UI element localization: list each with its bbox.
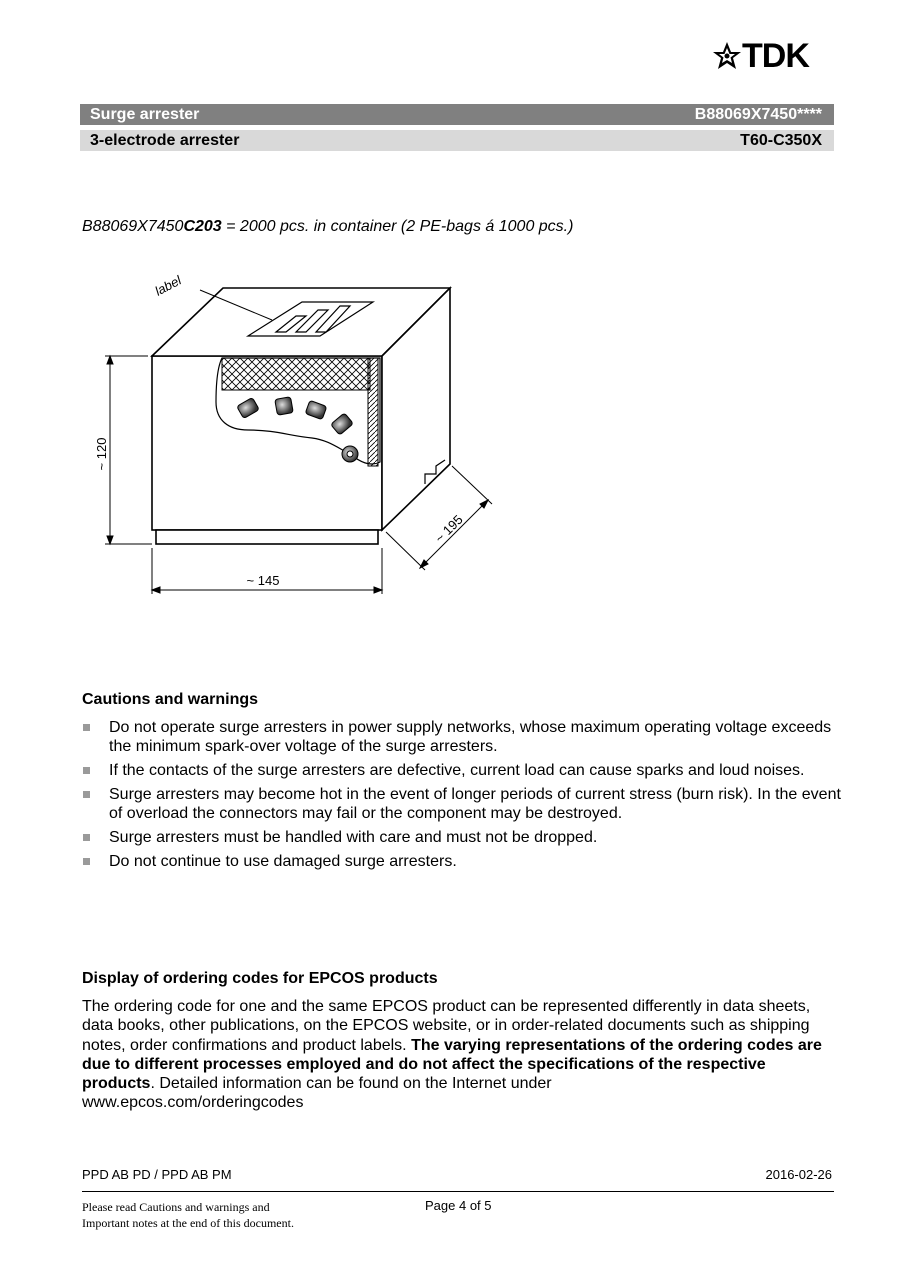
series-code: T60-C350X	[740, 132, 822, 149]
dimension-depth: ~ 195	[431, 511, 466, 546]
box-base	[156, 530, 378, 544]
caution-item: Do not continue to use damaged surge arresters.	[82, 852, 842, 871]
footer-department: PPD AB PD / PPD AB PM	[82, 1167, 232, 1182]
product-type: Surge arrester	[90, 106, 200, 123]
packaging-description	[82, 217, 573, 237]
caution-item: Do not operate surge arresters in power supply networks, whose maximum operating voltage exceeds the minimum spark-over voltage of the surge arresters.	[82, 718, 842, 756]
packaging-code-prefix: B88069X7450	[82, 218, 184, 235]
caution-item: Surge arresters may become hot in the event of longer periods of current stress (burn risk). In the event of overload the connectors may fail or the component may be destroyed.	[82, 785, 842, 823]
ordering-emphasis: The varying representations of the ordering codes are due to different processes employed and do not affect the specifications of the respective products	[82, 1036, 822, 1093]
caution-item: If the contacts of the surge arresters are defective, current load can cause sparks and loud noises.	[82, 761, 842, 780]
dimension-width: ~ 145	[246, 573, 280, 588]
product-subtitle: 3-electrode arrester	[90, 132, 240, 149]
ordering-paragraph: The ordering code for one and the same EPCOS product can be represented differently in data sheets, data books, other publications, on the EPCOS website, or in order-related documents such as shipping notes, order confirmations and product labels. The varying representations of the ordering codes are due to different processes employed and do not affect the specifications of the respective products. Detailed information can be found on the Internet under www.epcos.com/orderingcodes	[82, 998, 822, 1112]
bullet-square-icon	[83, 834, 90, 841]
label-callout: label	[152, 272, 184, 299]
ordering-heading: Display of ordering codes for EPCOS products	[82, 970, 438, 987]
packaging-quantity: = 2000 pcs. in container (2 PE-bags á 1000 pcs.)	[221, 218, 574, 235]
header-bar-primary	[80, 104, 834, 125]
bullet-square-icon	[83, 791, 90, 798]
bullet-square-icon	[83, 724, 90, 731]
packaging-code-suffix: C203	[183, 218, 222, 235]
bullet-square-icon	[83, 858, 90, 865]
brand-wordmark: TDK	[742, 37, 809, 75]
page-number: Page 4 of 5	[425, 1198, 492, 1213]
part-number: B88069X7450****	[694, 106, 822, 123]
ordering-url: www.epcos.com/orderingcodes	[82, 1094, 304, 1112]
cautions-heading: Cautions and warnings	[82, 691, 259, 708]
bullet-square-icon	[83, 767, 90, 774]
cautions-list	[82, 718, 842, 876]
footer-note: Please read Cautions and warnings and Important notes at the end of this document.	[82, 1200, 294, 1230]
dimension-height: ~ 120	[94, 437, 109, 471]
header-bar-secondary	[80, 130, 834, 151]
container-drawing	[80, 262, 500, 607]
caution-item: Surge arresters must be handled with care and must not be dropped.	[82, 828, 842, 847]
footer-date: 2016-02-26	[765, 1167, 832, 1182]
footer-divider	[82, 1191, 834, 1192]
